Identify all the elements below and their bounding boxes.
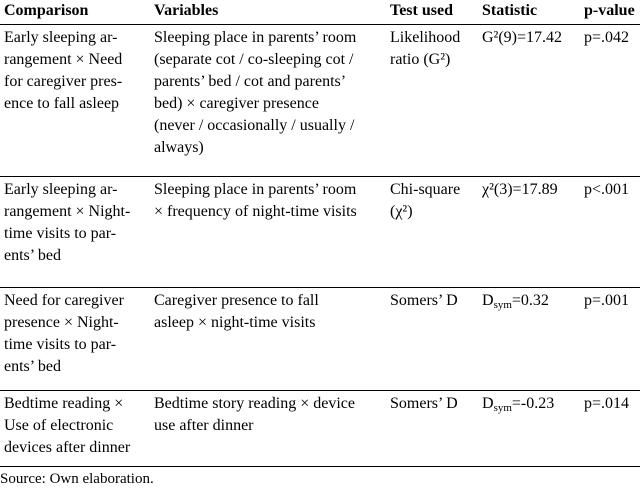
statistic-cell (482, 27, 582, 49)
table-bottom-rule (0, 466, 640, 467)
variables-cell-line: (never / occasionally / usually / (154, 117, 355, 134)
comparison-cell-line: Bedtime reading × (4, 395, 124, 412)
header-statistic: Statistic (482, 2, 538, 19)
test-cell-line: Likelihood (390, 29, 461, 46)
variables-cell (154, 290, 384, 334)
test-cell (390, 393, 476, 415)
variables-cell-line: × frequency of night-time visits (154, 203, 357, 220)
variables-cell-line: always) (154, 139, 204, 156)
test-cell-line: ratio (G²) (390, 51, 451, 68)
comparison-cell-line: ents’ bed (4, 358, 62, 375)
statistic-main: G²(9)=17.42 (482, 29, 563, 46)
test-cell-line: Somers’ D (390, 292, 458, 309)
comparison-cell-line: Use of electronic (4, 417, 114, 434)
statistic-main: D (482, 292, 494, 309)
statistic-subscript: sym (493, 299, 512, 311)
statistic-subscript: sym (493, 402, 512, 414)
p-value-cell: p=.042 (584, 29, 630, 46)
header-comparison: Comparison (4, 2, 89, 19)
statistic-cell (482, 179, 582, 201)
test-cell-line: (χ²) (390, 203, 413, 220)
comparison-cell-line: presence × Night- (4, 314, 119, 331)
comparison-cell-line: devices after dinner (4, 439, 131, 456)
variables-cell-line: parents’ bed / cot and parents’ (154, 73, 347, 90)
variables-cell-line: Sleeping place in parents’ room (154, 181, 357, 198)
p-value-cell: p=.001 (584, 292, 630, 309)
comparison-cell-line: ents’ bed (4, 247, 62, 264)
comparison-cell-line: rangement × Night- (4, 203, 131, 220)
statistic-value: =-0.23 (511, 395, 555, 412)
variables-cell (154, 27, 384, 159)
comparison-cell-line: Early sleeping ar- (4, 29, 118, 46)
header-variables: Variables (154, 2, 219, 19)
row-divider (0, 287, 640, 288)
variables-cell-line: use after dinner (154, 417, 254, 434)
variables-cell-line: bed) × caregiver presence (154, 95, 319, 112)
comparison-cell-line: time visits to par- (4, 225, 117, 242)
comparison-cell-line: time visits to par- (4, 336, 117, 353)
test-cell-line: Somers’ D (390, 395, 458, 412)
comparison-cell (4, 393, 149, 459)
row-divider (0, 390, 640, 391)
variables-cell-line: asleep × night-time visits (154, 314, 316, 331)
variables-cell (154, 393, 384, 437)
comparison-cell (4, 179, 149, 267)
comparison-cell-line: Need for caregiver (4, 292, 124, 309)
test-cell (390, 27, 476, 71)
test-cell (390, 179, 476, 223)
variables-cell-line: Caregiver presence to fall (154, 292, 319, 309)
row-divider (0, 176, 640, 177)
statistic-cell (482, 393, 582, 415)
header-test-used: Test used (390, 2, 453, 19)
comparison-cell (4, 290, 149, 378)
header-p-value: p-value (584, 2, 635, 19)
header-rule (0, 24, 640, 25)
table-header (0, 0, 640, 24)
variables-cell-line: Sleeping place in parents’ room (154, 29, 357, 46)
statistic-value: =0.32 (511, 292, 549, 309)
test-cell (390, 290, 476, 312)
variables-cell-line: (separate cot / co-sleeping cot / (154, 51, 354, 68)
comparison-cell-line: rangement × Need (4, 51, 123, 68)
comparison-cell-line: for caregiver pres- (4, 73, 123, 90)
p-value-cell: p=.014 (584, 395, 630, 412)
comparison-cell-line: Early sleeping ar- (4, 181, 118, 198)
source-note: Source: Own elaboration. (0, 471, 154, 487)
statistic-main: D (482, 395, 494, 412)
comparison-cell-line: ence to fall asleep (4, 95, 120, 112)
variables-cell-line: Bedtime story reading × device (154, 395, 355, 412)
p-value-cell: p<.001 (584, 181, 630, 198)
test-cell-line: Chi-square (390, 181, 461, 198)
statistic-cell (482, 290, 582, 312)
comparison-cell (4, 27, 149, 115)
statistic-main: χ²(3)=17.89 (482, 181, 558, 198)
variables-cell (154, 179, 384, 223)
